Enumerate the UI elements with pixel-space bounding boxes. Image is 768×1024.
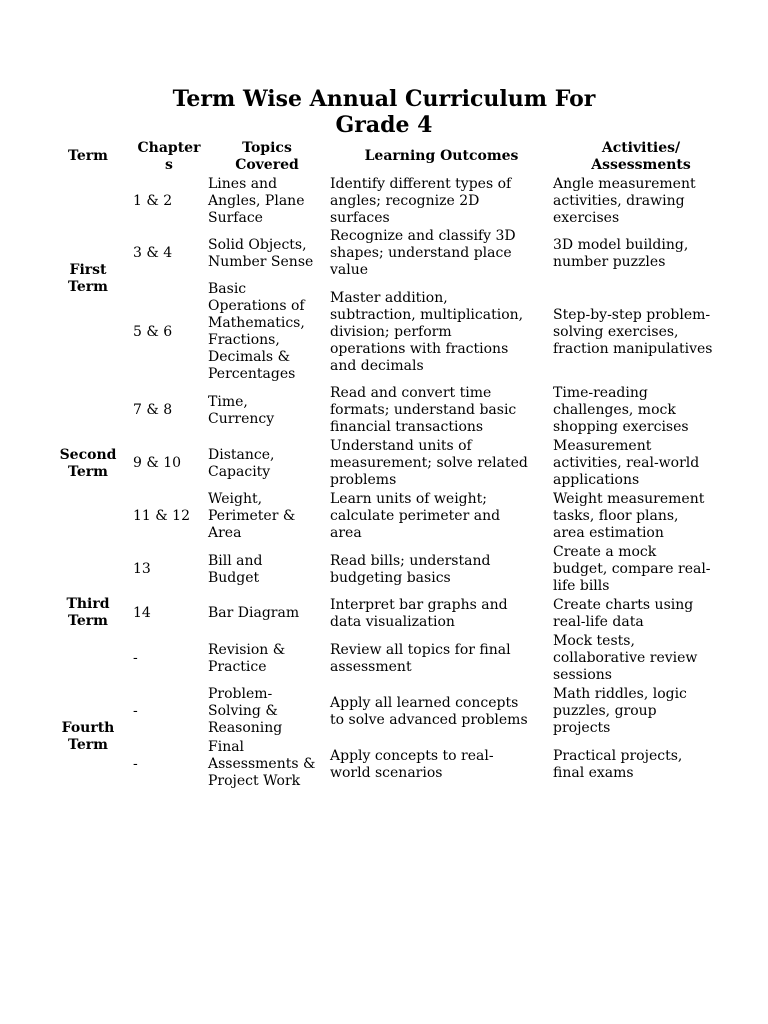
- table-row: [56, 739, 746, 790]
- topics-cell: Basic Operations of Mathematics, Fractions, Decimals & Percentages: [208, 281, 305, 382]
- activities-cell: 3D model building, number puzzles: [553, 236, 689, 270]
- table-row: [56, 596, 746, 631]
- title-line-1: Term Wise Annual Curriculum For: [172, 86, 596, 112]
- topics-cell: Lines and Angles, Plane Surface: [208, 176, 305, 226]
- term-label-second: Second Term: [59, 447, 117, 480]
- header-term: Term: [68, 148, 108, 164]
- chapters-cell: 14: [133, 605, 151, 621]
- header-activities: Activities/ Assessments: [591, 139, 691, 173]
- table-row: [56, 491, 746, 542]
- activities-cell: Angle measurement activities, drawing exercises: [553, 176, 696, 226]
- activities-cell: Mock tests, collaborative review sessions: [553, 633, 698, 683]
- table-row: [56, 281, 746, 383]
- topics-cell: Solid Objects, Number Sense: [208, 236, 314, 270]
- outcomes-cell: Identify different types of angles; recognize 2D surfaces: [330, 176, 512, 226]
- topics-cell: Bill and Budget: [208, 552, 263, 586]
- outcomes-cell: Learn units of weight; calculate perimeter and area: [330, 491, 501, 541]
- term-label-first: First Term: [68, 262, 108, 295]
- chapters-cell: -: [133, 756, 138, 772]
- topics-cell: Distance, Capacity: [208, 446, 275, 480]
- activities-cell: Create charts using real-life data: [553, 596, 694, 630]
- chapters-cell: -: [133, 703, 138, 719]
- table-row: [56, 228, 746, 279]
- outcomes-cell: Understand units of measurement; solve related problems: [330, 438, 528, 488]
- activities-cell: Create a mock budget, compare real- life bills: [553, 544, 711, 594]
- table-row: [56, 544, 746, 595]
- chapters-cell: 13: [133, 561, 151, 577]
- topics-cell: Problem- Solving & Reasoning: [208, 686, 283, 736]
- title-line-2: Grade 4: [335, 112, 433, 138]
- outcomes-cell: Recognize and classify 3D shapes; understand place value: [330, 228, 516, 278]
- table-row: [56, 385, 746, 436]
- chapters-cell: 7 & 8: [133, 402, 173, 418]
- table-row: [56, 176, 746, 227]
- table-row: [56, 686, 746, 737]
- table-header-row: [56, 139, 746, 174]
- outcomes-cell: Apply concepts to real- world scenarios: [330, 747, 494, 781]
- term-label-third: Third Term: [66, 596, 110, 629]
- chapters-cell: 9 & 10: [133, 455, 182, 471]
- activities-cell: Math riddles, logic puzzles, group projects: [553, 686, 687, 736]
- chapters-cell: 5 & 6: [133, 323, 173, 340]
- topics-cell: Final Assessments & Project Work: [208, 739, 316, 789]
- activities-cell: Measurement activities, real-world applications: [553, 438, 700, 488]
- topics-cell: Revision & Practice: [208, 641, 286, 675]
- chapters-cell: -: [133, 650, 138, 666]
- topics-cell: Weight, Perimeter & Area: [208, 491, 296, 541]
- activities-cell: Practical projects, final exams: [553, 747, 683, 781]
- table-row: [56, 438, 746, 489]
- chapters-cell: 3 & 4: [133, 245, 173, 261]
- table-row: [56, 633, 746, 684]
- header-learning-outcomes: Learning Outcomes: [364, 148, 519, 164]
- page-title: [0, 86, 768, 138]
- activities-cell: Time-reading challenges, mock shopping exercises: [553, 385, 689, 435]
- activities-cell: Step-by-step problem- solving exercises, fraction manipulatives: [553, 306, 713, 357]
- outcomes-cell: Read and convert time formats; understand basic financial transactions: [330, 385, 517, 435]
- topics-cell: Time, Currency: [208, 393, 275, 427]
- outcomes-cell: Apply all learned concepts to solve advanced problems: [330, 694, 528, 728]
- term-label-fourth: Fourth Term: [61, 720, 115, 753]
- chapters-cell: 1 & 2: [133, 193, 173, 209]
- header-topics: Topics Covered: [235, 139, 299, 173]
- chapters-cell: 11 & 12: [133, 508, 190, 524]
- header-chapters: Chapter s: [137, 139, 201, 173]
- topics-cell: Bar Diagram: [208, 605, 300, 621]
- outcomes-cell: Review all topics for final assessment: [330, 641, 511, 675]
- outcomes-cell: Read bills; understand budgeting basics: [330, 552, 491, 586]
- activities-cell: Weight measurement tasks, floor plans, area estimation: [553, 491, 705, 541]
- outcomes-cell: Master addition, subtraction, multiplication, division; perform operations with fractions and decimals: [330, 289, 524, 374]
- outcomes-cell: Interpret bar graphs and data visualization: [330, 596, 508, 630]
